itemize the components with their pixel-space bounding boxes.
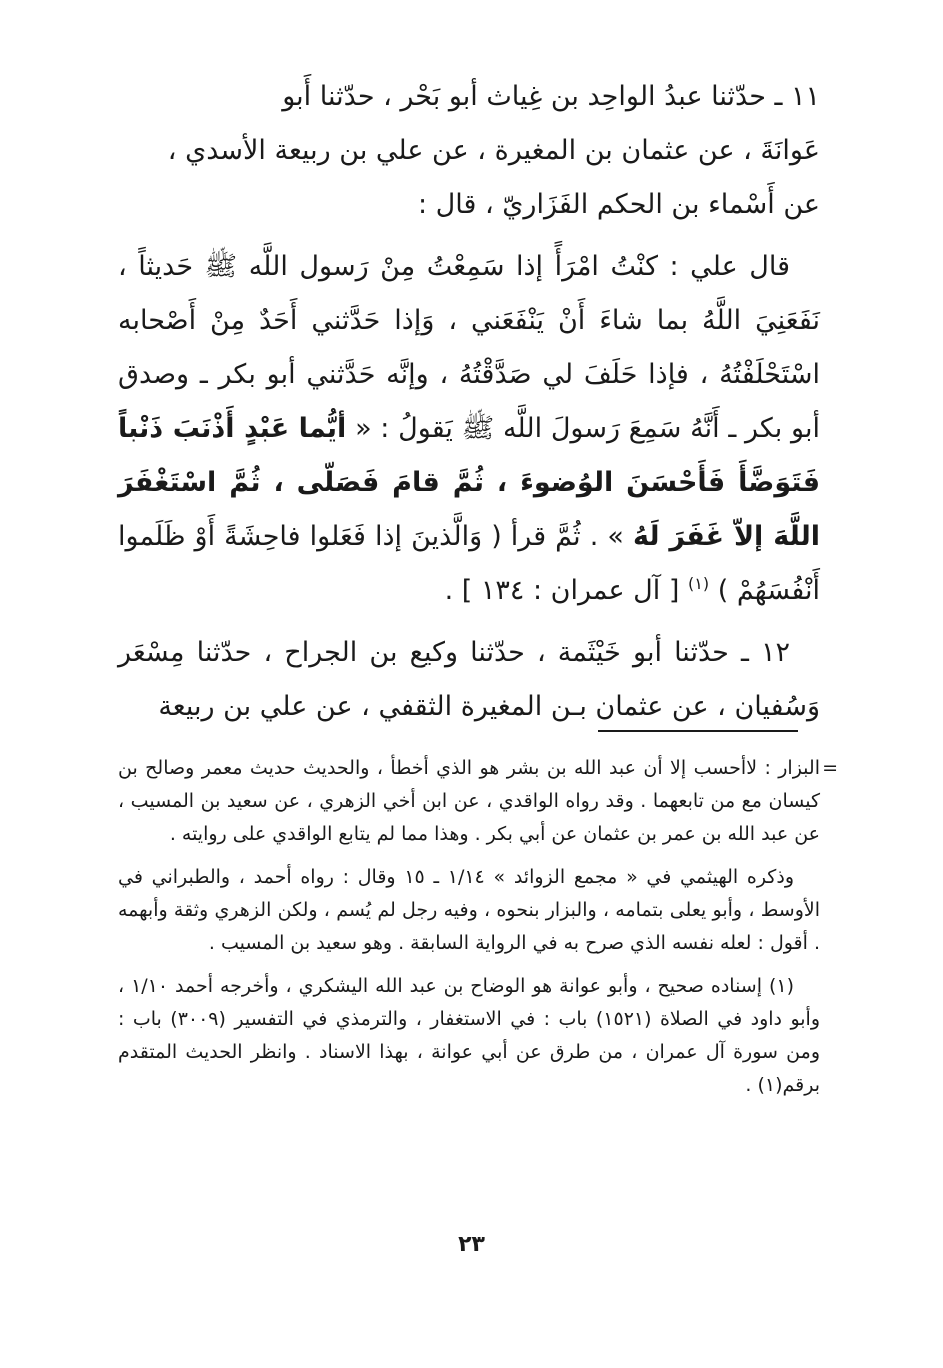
continuation-mark: = (822, 757, 838, 779)
footnote-1: (١) إسناده صحيح ، وأبو عوانة هو الوضاح بن عبد الله اليشكري ، وأخرجه أحمد ١/١٠ ، وأبو داود في الصلاة (١٥٢١) باب : في الاستغفار ، والترمذي في التفسير (٣٠٠٩) باب : ومن سورة آل عمران ، من طرق عن أبي عوانة ، بهذا الاسناد . وانظر الحديث المتقدم برقم(١) . (118, 975, 821, 1096)
hadith-11-matn (118, 240, 820, 618)
quran-citation: [ آل عمران : ١٣٤ ] . (444, 575, 680, 606)
hadith-11-isnad-line-1: ١١ ـ حدّثنا عبدُ الواحِد بن غِياث أبو بَحْر ، حدّثنا أَبو (282, 81, 820, 112)
footnote-divider (598, 730, 798, 732)
hadith-11-isnad-line-3: عن أَسْماء بن الحكم الفَزَاريّ ، قال : (417, 189, 820, 220)
footnotes (118, 752, 838, 1102)
hadith-12-isnad: ١٢ ـ حدّثنا أبو خَيْثَمة ، حدّثنا وكيع بن الجراح ، حدّثنا مِسْعَر وَسُفيان ، عن عثمان بـن المغيرة الثقفي ، عن علي بن ربيعة (118, 637, 820, 722)
hadith-11-isnad-line-2: عَوانَةَ ، عن عثمان بن المغيرة ، عن علي بن ربيعة الأسدي ، (167, 135, 820, 166)
footnote-ref-1[interactable]: (١) (688, 574, 710, 593)
page-number: ٢٣ (458, 1232, 485, 1257)
hadith-11-matn-bold: أيُّما عَبْدٍ أَذْنَبَ ذَنْباً فَتَوَضَّأَ فَأَحْسَنَ الوُضوءَ ، ثُمَّ قامَ فَصَلّى ، ثُمَّ اسْتَغْفَرَ اللَّهَ إلاّ غَفَرَ لَهُ (118, 413, 820, 552)
footnote-continued: البزار : لاأحسب إلا أن عبد الله بن بشر هو الذي أخطأ ، والحديث حديث معمر وصالح بن كيسان مع من تابعهما . وقد رواه الواقدي ، عن ابن أخي الزهري ، عن سعيد بن المسيب ، عن عبد الله بن عمر بن عثمان عن أبي بكر . وهذا مما لم يتابع الواقدي على روايته . (118, 757, 820, 845)
hadith-11-matn-intro: قال علي : كنْتُ امْرَأً إذا سَمِعْتُ مِنْ رَسول اللَّه ﷺ حَديثاً ، نَفَعَنِيَ اللَّهُ بما شاءَ أَنْ يَنْفَعَني ، وَإذا حَدَّثني أَحَدٌ مِنْ أَصْحابه اسْتَحْلَفْتُهُ ، فإذا حَلَفَ لي صَدَّقْتُهُ ، وإنَّه حَدَّثني أبو بكر ـ وصدق أبو بكر ـ أَنَّهُ سَمِعَ رَسولَ اللَّه ﷺ يَقولُ : « (118, 251, 820, 444)
main-text (118, 70, 820, 734)
footnote-haythami: وذكره الهيثمي في « مجمع الزوائد » ١/١٤ ـ ١٥ وقال : رواه أحمد ، والطبراني في الأوسط ، وأبو يعلى بتمامه ، والبزار بنحوه ، وفيه رجل لم يُسم ، ولكن الزهري وثقة وأبهمه . أقول : لعله نفسه الذي صرح به في الرواية السابقة . وهو سعيد بن المسيب . (118, 866, 820, 954)
hadith-11-matn-quran: » . ثُمَّ قرأ ( وَالَّذينَ إذا فَعَلوا فاحِشَةً أَوْ ظَلَموا أَنْفُسَهُمْ ) (118, 521, 820, 606)
